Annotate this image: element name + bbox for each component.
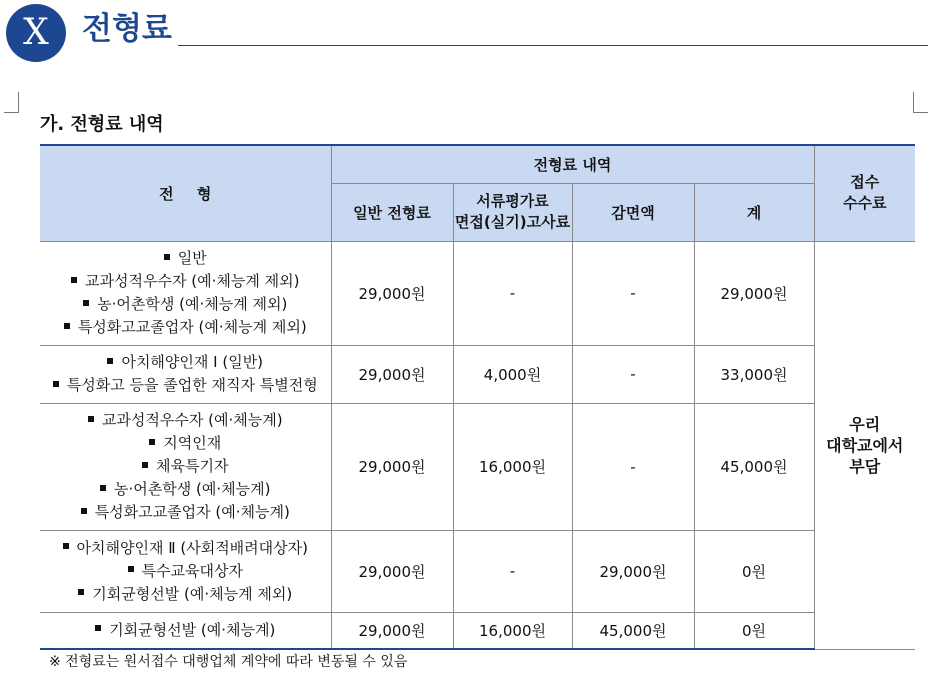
square-bullet-icon <box>53 381 59 387</box>
table-row <box>40 612 915 649</box>
header-document-interview-fee: 서류평가료 면접(실기)고사료 <box>453 183 572 241</box>
list-item: 교과성적우수자 (예·체능계) <box>40 409 331 432</box>
header-total: 계 <box>694 183 814 241</box>
list-item: 농·어촌학생 (예·체능계 제외) <box>40 293 331 316</box>
square-bullet-icon <box>128 566 134 572</box>
square-bullet-icon <box>64 323 70 329</box>
list-item: 농·어촌학생 (예·체능계) <box>40 478 331 501</box>
total-value: 45,000원 <box>694 403 814 530</box>
section-title: 가. 전형료 내역 <box>40 114 164 135</box>
square-bullet-icon <box>107 358 113 364</box>
document-fee-value: - <box>453 241 572 345</box>
list-item: 체육특기자 <box>40 455 331 478</box>
header-application-fee: 접수 수수료 <box>814 145 915 241</box>
total-value: 0원 <box>694 530 814 612</box>
square-bullet-icon <box>78 589 84 595</box>
document-fee-value: 16,000원 <box>453 403 572 530</box>
square-bullet-icon <box>63 543 69 549</box>
footnote: ※ 전형료는 원서접수 대행업체 계약에 따라 변동될 수 있음 <box>49 654 408 670</box>
discount-value: - <box>572 345 694 403</box>
square-bullet-icon <box>95 625 101 631</box>
square-bullet-icon <box>81 508 87 514</box>
list-item: 일반 <box>40 247 331 270</box>
list-item: 기회균형선발 (예·체능계) <box>40 619 331 642</box>
square-bullet-icon <box>164 254 170 260</box>
document-fee-value: - <box>453 530 572 612</box>
page-title: 전형료 <box>82 11 172 47</box>
admission-types-cell <box>40 530 331 612</box>
application-fee-note: 우리 대학교에서 부담 <box>814 241 915 649</box>
square-bullet-icon <box>100 485 106 491</box>
list-item: 특수교육대상자 <box>40 560 331 583</box>
list-item: 특성화고 등을 졸업한 재직자 특별전형 <box>40 374 331 397</box>
discount-value: - <box>572 403 694 530</box>
list-item: 아치해양인재 Ⅰ (일반) <box>40 351 331 374</box>
admission-types-cell <box>40 345 331 403</box>
total-value: 33,000원 <box>694 345 814 403</box>
general-fee-value: 29,000원 <box>331 345 453 403</box>
square-bullet-icon <box>83 300 89 306</box>
table-row <box>40 241 915 345</box>
list-item: 특성화고교졸업자 (예·체능계) <box>40 501 331 524</box>
section-number-badge: X <box>6 4 66 62</box>
fee-table <box>40 144 915 650</box>
square-bullet-icon <box>142 462 148 468</box>
header-general-fee: 일반 전형료 <box>331 183 453 241</box>
admission-types-cell <box>40 241 331 345</box>
table-row <box>40 403 915 530</box>
general-fee-value: 29,000원 <box>331 241 453 345</box>
total-value: 29,000원 <box>694 241 814 345</box>
discount-value: 45,000원 <box>572 612 694 649</box>
crop-mark-right <box>913 92 928 113</box>
square-bullet-icon <box>149 439 155 445</box>
list-item: 지역인재 <box>40 432 331 455</box>
title-underline <box>178 45 928 46</box>
header-discount: 감면액 <box>572 183 694 241</box>
general-fee-value: 29,000원 <box>331 612 453 649</box>
total-value: 0원 <box>694 612 814 649</box>
discount-value: - <box>572 241 694 345</box>
document-fee-value: 4,000원 <box>453 345 572 403</box>
general-fee-value: 29,000원 <box>331 403 453 530</box>
list-item: 교과성적우수자 (예·체능계 제외) <box>40 270 331 293</box>
admission-types-cell <box>40 403 331 530</box>
document-fee-value: 16,000원 <box>453 612 572 649</box>
header-admission-type: 전 형 <box>40 145 331 241</box>
square-bullet-icon <box>71 277 77 283</box>
general-fee-value: 29,000원 <box>331 530 453 612</box>
header-fee-breakdown: 전형료 내역 <box>331 145 814 183</box>
discount-value: 29,000원 <box>572 530 694 612</box>
list-item: 기회균형선발 (예·체능계 제외) <box>40 583 331 606</box>
list-item: 아치해양인재 Ⅱ (사회적배려대상자) <box>40 537 331 560</box>
list-item: 특성화고교졸업자 (예·체능계 제외) <box>40 316 331 339</box>
square-bullet-icon <box>88 416 94 422</box>
table-row <box>40 345 915 403</box>
table-row <box>40 530 915 612</box>
admission-types-cell <box>40 612 331 649</box>
crop-mark-left <box>4 92 19 113</box>
